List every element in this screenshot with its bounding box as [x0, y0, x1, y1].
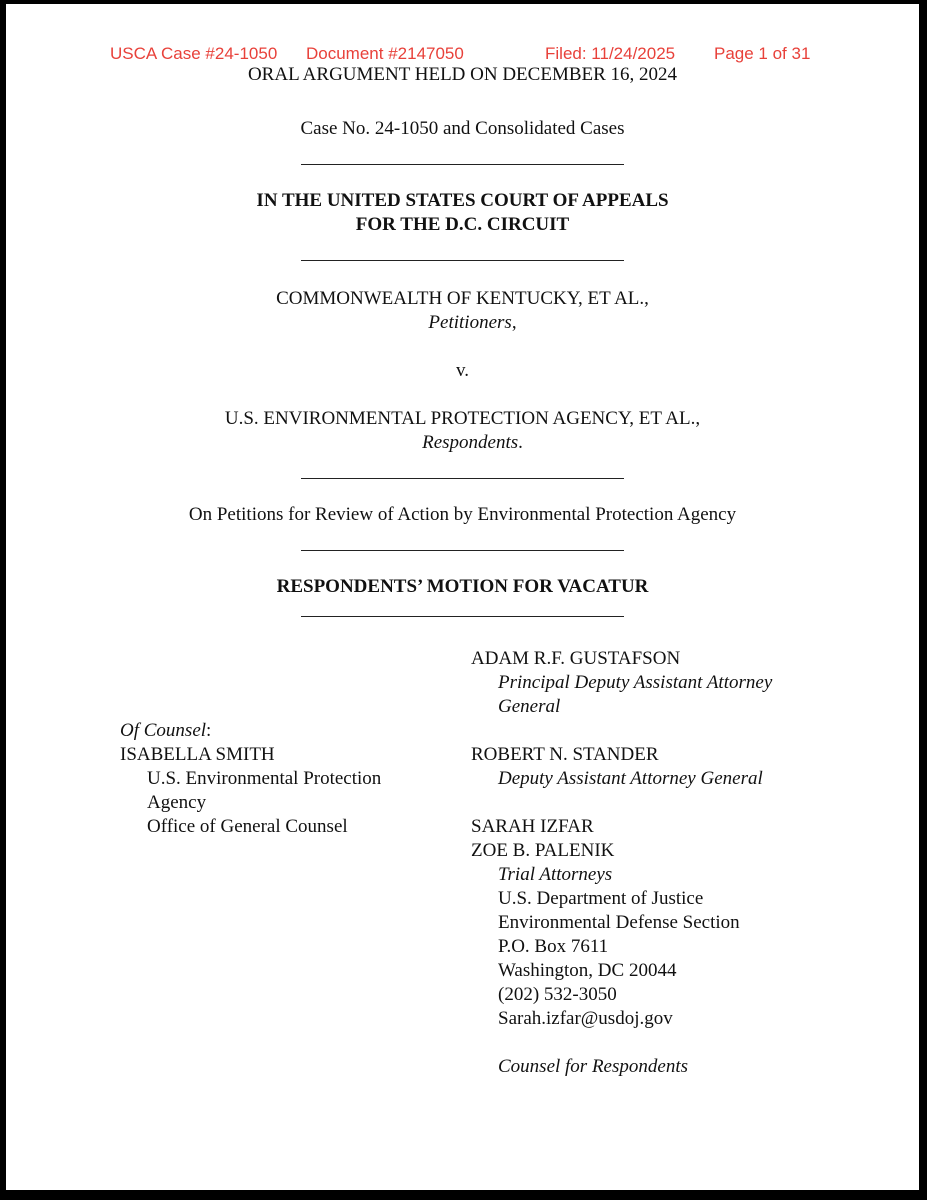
stamp-document-number: Document #2147050 — [306, 44, 464, 63]
attorney-title: Principal Deputy Assistant Attorney — [498, 672, 773, 693]
petitioner-name: COMMONWEALTH OF KENTUCKY, ET AL., — [276, 288, 649, 309]
of-counsel-line: Agency — [147, 792, 207, 813]
address-line: Washington, DC 20044 — [498, 960, 677, 981]
stamp-filed-date: Filed: 11/24/2025 — [545, 44, 676, 63]
attorney-name: ADAM R.F. GUSTAFSON — [471, 648, 681, 669]
of-counsel-label: Of Counsel: — [120, 720, 212, 741]
divider — [301, 260, 624, 261]
address-line: Environmental Defense Section — [498, 912, 740, 933]
attorney-title: Deputy Assistant Attorney General — [498, 768, 763, 789]
address-line: U.S. Department of Justice — [498, 888, 704, 909]
address-line: P.O. Box 7611 — [498, 936, 609, 957]
divider — [301, 164, 624, 165]
motion-title: RESPONDENTS’ MOTION FOR VACATUR — [276, 576, 649, 597]
divider — [301, 478, 624, 479]
divider — [301, 616, 624, 617]
stamp-case-number: USCA Case #24-1050 — [110, 44, 278, 63]
oral-argument-line: ORAL ARGUMENT HELD ON DECEMBER 16, 2024 — [247, 64, 678, 85]
email-address: Sarah.izfar@usdoj.gov — [498, 1008, 673, 1029]
document-page — [6, 4, 919, 1190]
of-counsel-name: ISABELLA SMITH — [120, 744, 275, 765]
attorney-name: ZOE B. PALENIK — [471, 840, 615, 861]
attorney-name: SARAH IZFAR — [471, 816, 594, 837]
stamp-page-count: Page 1 of 31 — [714, 44, 811, 63]
petitioner-role: Petitioners, — [428, 312, 517, 333]
attorney-title: General — [498, 696, 561, 717]
court-name-line2: FOR THE D.C. CIRCUIT — [355, 214, 570, 235]
phone-number: (202) 532-3050 — [498, 984, 617, 1005]
case-number-line: Case No. 24-1050 and Consolidated Cases — [300, 118, 625, 139]
of-counsel-line: Office of General Counsel — [147, 816, 348, 837]
counsel-for-respondents: Counsel for Respondents — [498, 1056, 688, 1077]
respondent-name: U.S. ENVIRONMENTAL PROTECTION AGENCY, ET AL., — [224, 408, 701, 429]
of-counsel-line: U.S. Environmental Protection — [147, 768, 382, 789]
divider — [301, 550, 624, 551]
attorney-name: ROBERT N. STANDER — [471, 744, 659, 765]
versus: v. — [455, 360, 470, 381]
court-name-line1: IN THE UNITED STATES COURT OF APPEALS — [256, 190, 669, 211]
petition-description: On Petitions for Review of Action by Environmental Protection Agency — [188, 504, 737, 525]
attorney-title: Trial Attorneys — [498, 864, 613, 885]
respondent-role: Respondents. — [422, 432, 523, 453]
